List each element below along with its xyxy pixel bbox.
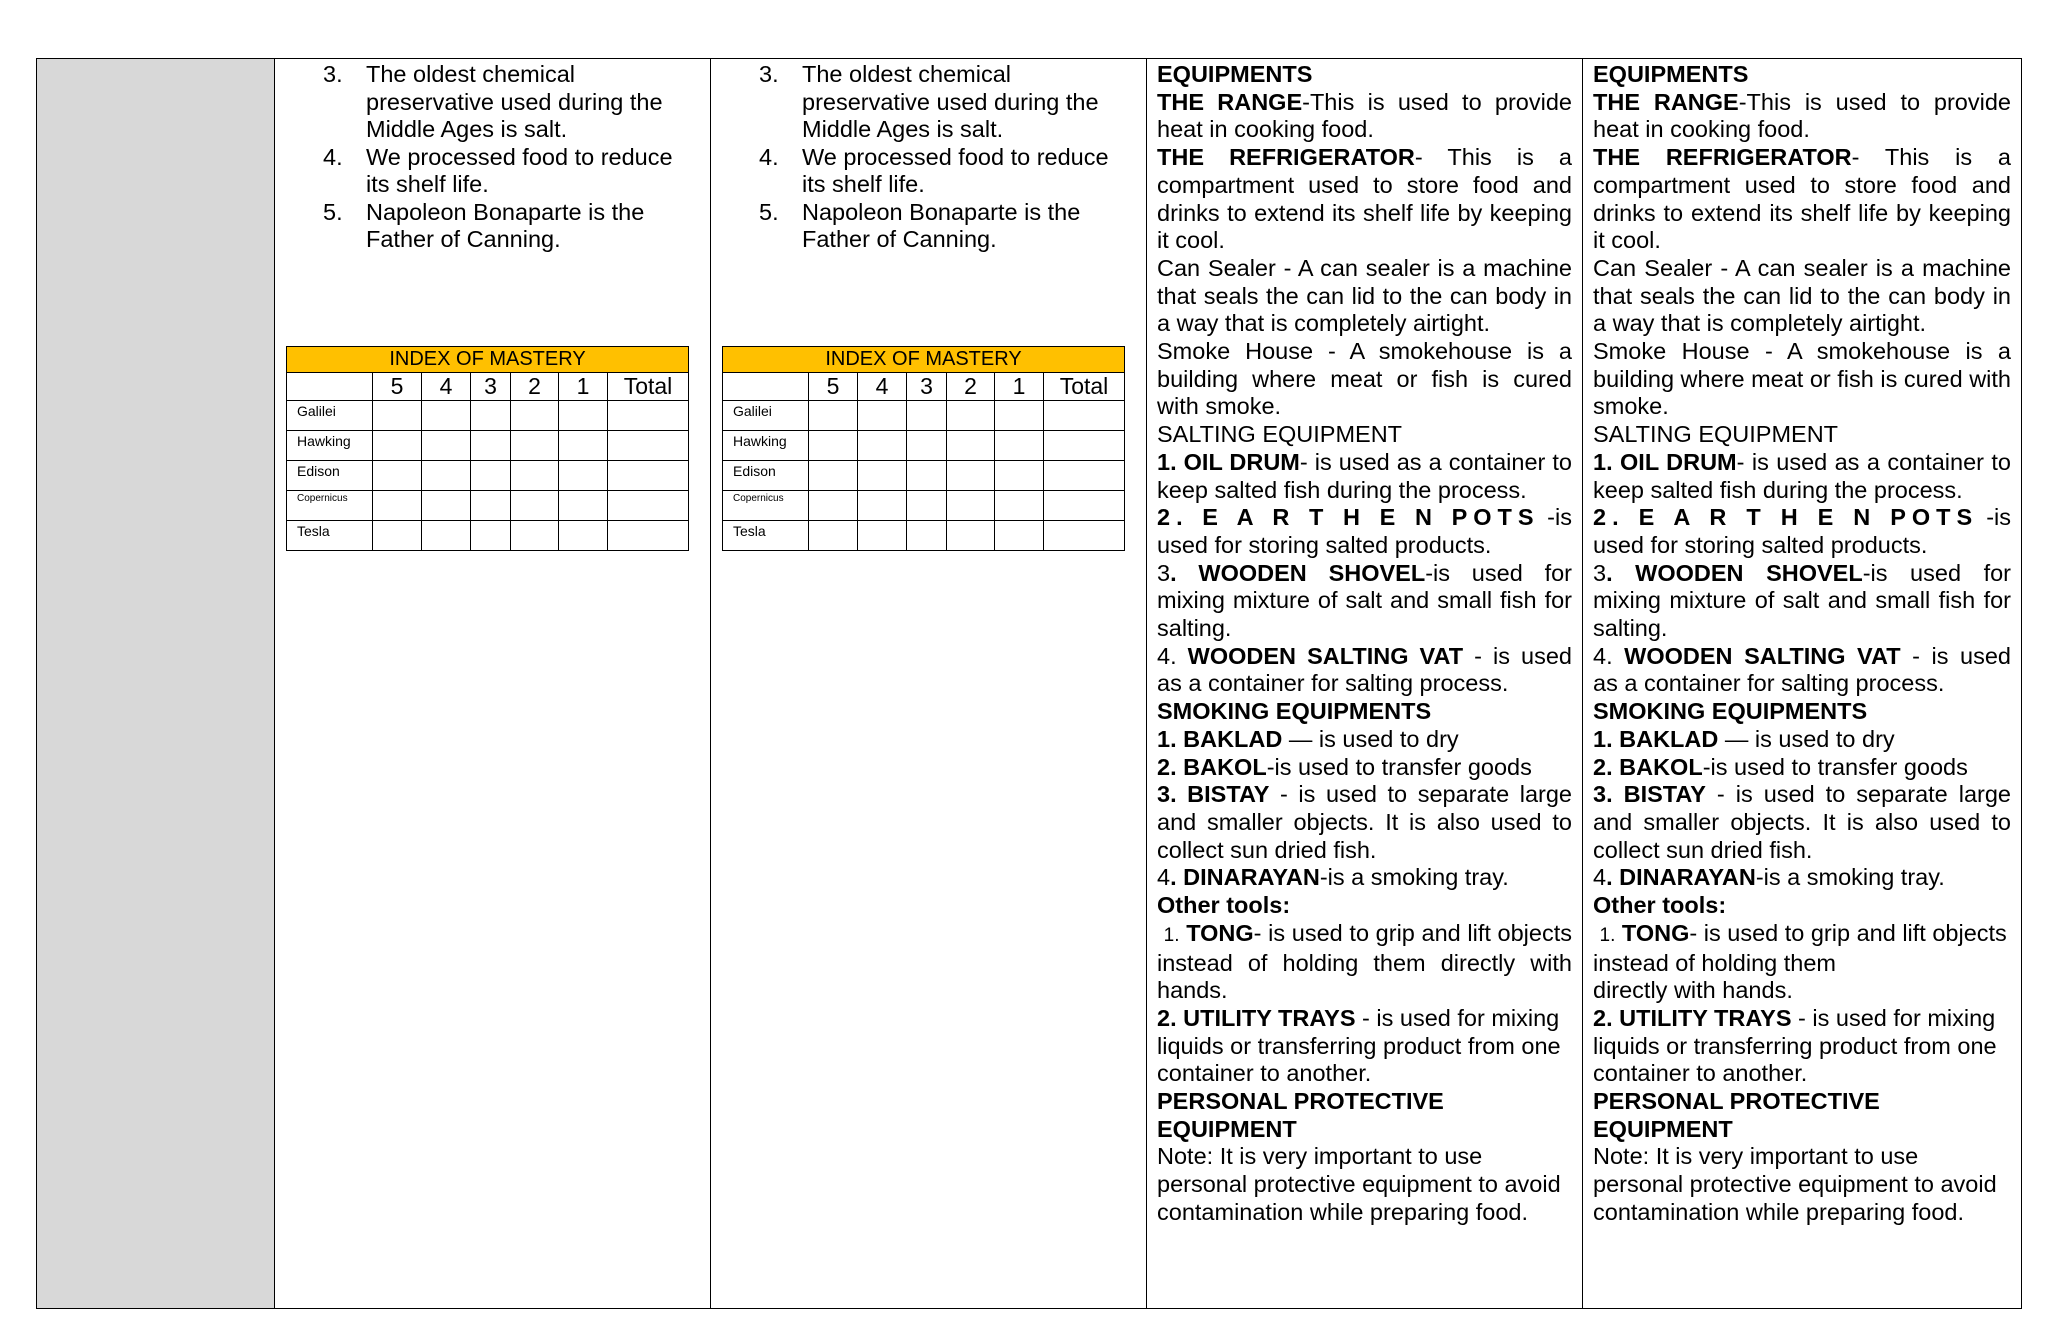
index-of-mastery-table bbox=[286, 346, 689, 551]
mastery-title: INDEX OF MASTERY bbox=[723, 347, 1125, 373]
equipment-column-2 bbox=[1583, 59, 2021, 1308]
list-item: 3. The oldest chemical preservative used during the Middle Ages is salt. bbox=[759, 61, 1099, 142]
mastery-header-row: 5 4 3 2 1 Total bbox=[287, 373, 689, 401]
mastery-title: INDEX OF MASTERY bbox=[287, 347, 689, 373]
table-row: Copernicus bbox=[723, 491, 1125, 521]
table-row: Galilei bbox=[723, 401, 1125, 431]
label-column bbox=[37, 59, 275, 1308]
equipment-text: EQUIPMENTS THE RANGE-This is used to provide heat in cooking food. THE REFRIGERATOR- This is a compartment used to store food and drinks to extend its shelf life by keeping it cool. Can Sealer - A can sealer is a machine that seals the can lid to the can body in a way that is completely airtight. Smoke House - A smokehouse is a building where meat or fish is cured with smoke. SALTING EQUIPMENT 1. OIL DRUM- is used as a container to keep salted fish during the process. 2. E A R T H E N POTS -is used for storing salted products. 3. WOODEN SHOVEL-is used for mixing mixture of salt and small fish for salting. 4. WOODEN SALTING VAT - is used as a container for salting process. SMOKING EQUIPMENTS 1. BAKLAD — is used to dry 2. BAKOL-is used to transfer goods 3. BISTAY - is used to separate large and smaller objects. It is also used to collect sun dried fish. 4. DINARAYAN-is a smoking tray. Other tools: 1. TONG- is used to grip and lift objects instead of holding them directly with hands. 2. UTILITY TRAYS - is used for mixing liquids or transferring product from one container to another. PERSONAL PROTECTIVE EQUIPMENT Note: It is very important to use personal protective equipment to avoid contamination while preparing food. bbox=[1157, 61, 1573, 1225]
assessment-column-1 bbox=[275, 59, 711, 1308]
list-item: 3. The oldest chemical preservative used during the Middle Ages is salt. bbox=[323, 61, 663, 142]
table-row: Edison bbox=[287, 461, 689, 491]
list-item: 5. Napoleon Bonaparte is the Father of Canning. bbox=[323, 198, 645, 252]
index-of-mastery-table bbox=[722, 346, 1125, 551]
table-row: Tesla bbox=[287, 521, 689, 551]
equipment-text: EQUIPMENTS THE RANGE-This is used to provide heat in cooking food. THE REFRIGERATOR- This is a compartment used to store food and drinks to extend its shelf life by keeping it cool. Can Sealer - A can sealer is a machine that seals the can lid to the can body in a way that is completely airtight. Smoke House - A smokehouse is a building where meat or fish is cured with smoke. SALTING EQUIPMENT 1. OIL DRUM- is used as a container to keep salted fish during the process. 2. E A R T H E N POTS -is used for storing salted products. 3. WOODEN SHOVEL-is used for mixing mixture of salt and small fish for salting. 4. WOODEN SALTING VAT - is used as a container for salting process. SMOKING EQUIPMENTS 1. BAKLAD — is used to dry 2. BAKOL-is used to transfer goods 3. BISTAY - is used to separate large and smaller objects. It is also used to collect sun dried fish. 4. DINARAYAN-is a smoking tray. Other tools: 1. TONG- is used to grip and lift objects instead of holding them directly with hands. 2. UTILITY TRAYS - is used for mixing liquids or transferring product from one container to another. PERSONAL PROTECTIVE EQUIPMENT Note: It is very important to use personal protective equipment to avoid contamination while preparing food. bbox=[1593, 61, 2011, 1225]
table-row: Edison bbox=[723, 461, 1125, 491]
table-row: Hawking bbox=[723, 431, 1125, 461]
mastery-header-row: 5 4 3 2 1 Total bbox=[723, 373, 1125, 401]
table-row: Tesla bbox=[723, 521, 1125, 551]
facts-list bbox=[275, 61, 710, 254]
table-row: Galilei bbox=[287, 401, 689, 431]
list-item: 5. Napoleon Bonaparte is the Father of Canning. bbox=[759, 198, 1081, 252]
list-item: 4. We processed food to reduce its shelf life. bbox=[323, 143, 673, 197]
list-item: 4. We processed food to reduce its shelf life. bbox=[759, 143, 1109, 197]
assessment-column-2 bbox=[711, 59, 1147, 1308]
facts-list bbox=[711, 61, 1146, 254]
table-row: Copernicus bbox=[287, 491, 689, 521]
lesson-table bbox=[36, 58, 2022, 1309]
equipment-column-1 bbox=[1147, 59, 1583, 1308]
table-row: Hawking bbox=[287, 431, 689, 461]
